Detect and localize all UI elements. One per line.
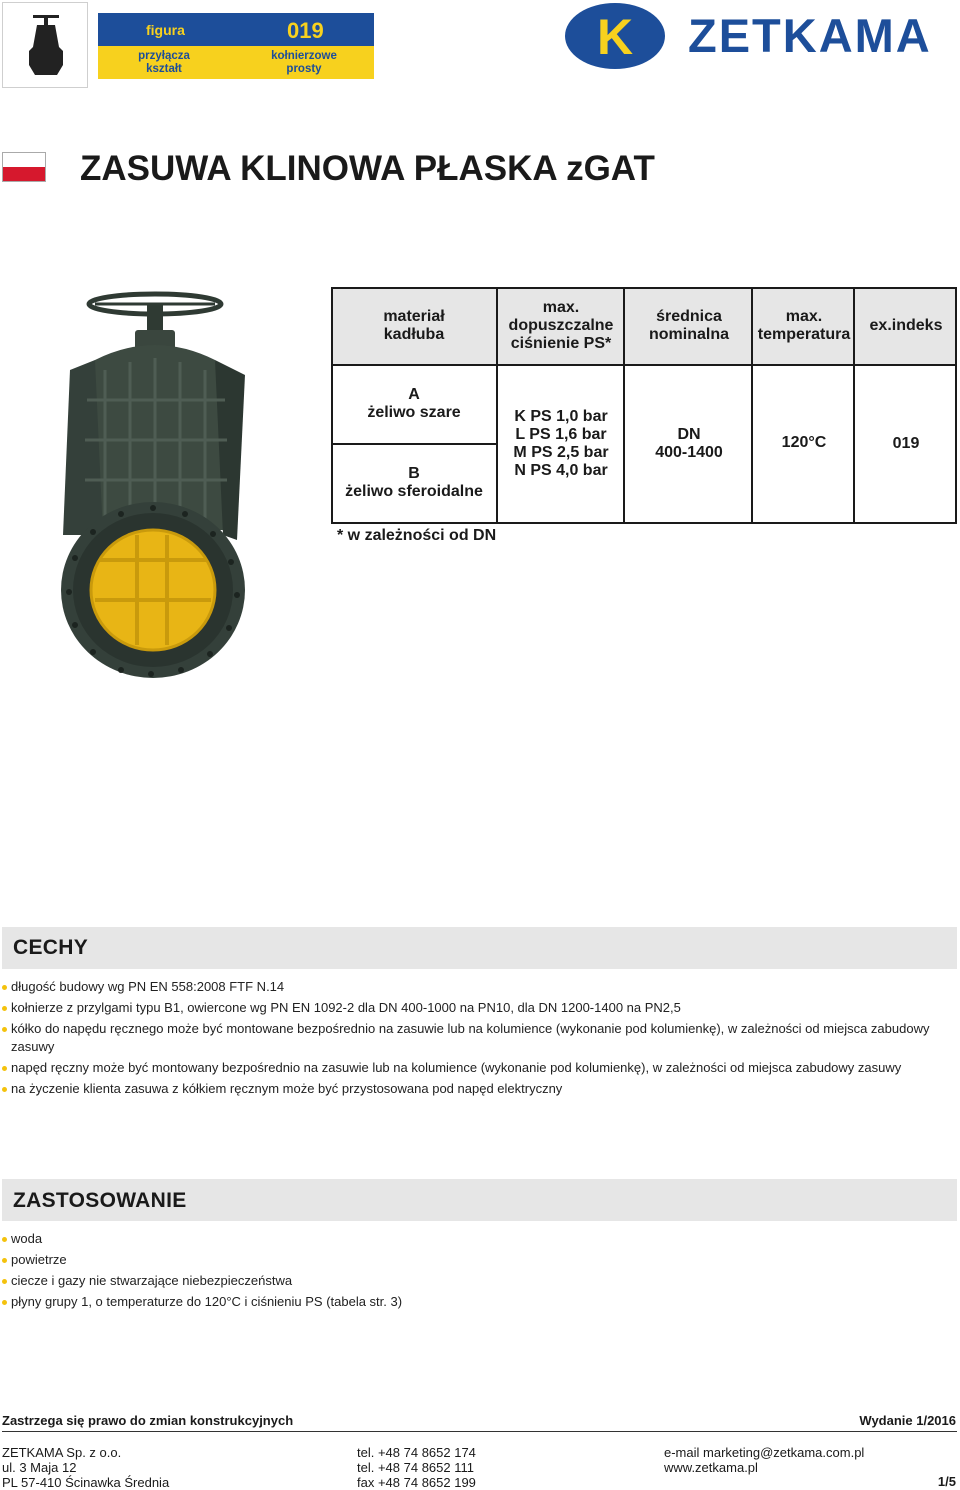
list-item: napęd ręczny może być montowany bezpośrednio na zasuwie lub na kolumience (wykonanie pod kolumienkę), w zależności od miejsca zabudowy zasuwy [2, 1059, 957, 1077]
company-street: ul. 3 Maja 12 [2, 1460, 77, 1475]
edition: Wydanie 1/2016 [859, 1413, 956, 1428]
figure-info-box [98, 13, 374, 79]
table-border [751, 287, 753, 524]
logo-letter: K [596, 9, 634, 65]
header-diameter: średnica nominalna [625, 287, 753, 365]
spec-table [331, 287, 957, 525]
header-index: ex.indeks [855, 287, 957, 365]
table-border [331, 522, 957, 524]
features-header [2, 927, 957, 969]
phone-2: tel. +48 74 8652 111 [357, 1460, 474, 1475]
connections-label: przyłącza [138, 50, 190, 62]
figure-label: figura [146, 22, 185, 38]
material-a: A żeliwo szare [367, 386, 461, 421]
table-border [331, 287, 333, 524]
header-material: materiał kadłuba [331, 287, 497, 365]
table-border [623, 287, 625, 524]
page-number: 1/5 [937, 1474, 956, 1489]
logo-oval-icon [565, 2, 675, 70]
list-item: ciecze i gazy nie stwarzające niebezpieczeństwa [2, 1272, 957, 1290]
valve-thumbnail [2, 2, 88, 88]
brand-name: ZETKAMA [688, 9, 932, 62]
features-list [2, 978, 957, 1101]
features-title: CECHY [13, 936, 89, 959]
applications-header [2, 1179, 957, 1221]
table-border [331, 287, 957, 289]
table-border [331, 443, 497, 445]
gate-valve-icon [55, 290, 250, 680]
page-title: ZASUWA KLINOWA PŁASKA zGAT [80, 149, 655, 188]
connections-value: kołnierzowe [271, 50, 337, 62]
diameter-value: DN 400-1400 [655, 426, 723, 461]
figure-info-top [98, 13, 374, 46]
footer-divider [2, 1431, 957, 1432]
header-pressure: max. dopuszczalne ciśnienie PS* [497, 287, 625, 365]
disclaimer: Zastrzega się prawo do zmian konstrukcyjnych [2, 1413, 294, 1428]
list-item: płyny grupy 1, o temperaturze do 120°C i ciśnieniu PS (tabela str. 3) [2, 1293, 957, 1311]
company-city: PL 57-410 Ścinawka Średnia [2, 1475, 170, 1490]
list-item: kołnierze z przylgami typu B1, owiercone wg PN EN 1092-2 dla DN 400-1000 na PN10, dla DN 1200-1400 na PN2,5 [2, 999, 957, 1017]
polish-flag-icon [2, 152, 46, 182]
valve-product-image [55, 290, 250, 680]
index-value: 019 [892, 435, 920, 452]
applications-title: ZASTOSOWANIE [13, 1189, 187, 1212]
table-border [853, 287, 855, 524]
list-item: długość budowy wg PN EN 558:2008 FTF N.14 [2, 978, 957, 996]
list-item: woda [2, 1230, 957, 1248]
figure-number: 019 [287, 18, 324, 43]
table-border [955, 287, 957, 524]
email-link[interactable]: e-mail marketing@zetkama.com.pl [664, 1445, 865, 1460]
temperature-value: 120°C [781, 434, 827, 451]
list-item: powietrze [2, 1251, 957, 1269]
shape-value: prosty [286, 63, 322, 75]
shape-label: kształt [146, 63, 182, 75]
applications-list [2, 1230, 957, 1314]
pressure-values: K PS 1,0 bar L PS 1,6 bar M PS 2,5 bar N PS 4,0 bar [513, 408, 609, 479]
phone-1: tel. +48 74 8652 174 [357, 1445, 476, 1460]
table-footnote: * w zależności od DN [337, 527, 497, 544]
table-border [496, 287, 498, 524]
list-item: na życzenie klienta zasuwa z kółkiem ręcznym może być przystosowana pod napęd elektryczny [2, 1080, 957, 1098]
company-name: ZETKAMA Sp. z o.o. [2, 1445, 122, 1460]
material-b: B żeliwo sferoidalne [345, 465, 483, 500]
valve-silhouette-icon [3, 3, 89, 89]
header-temperature: max. temperatura [753, 287, 855, 365]
fax: fax +48 74 8652 199 [357, 1475, 476, 1490]
list-item: kółko do napędu ręcznego może być montowane bezpośrednio na zasuwie lub na kolumience (wykonanie pod kolumienkę), w zależności od miejsca zabudowy zasuwy [2, 1020, 957, 1055]
website-link[interactable]: www.zetkama.pl [664, 1460, 758, 1475]
table-border [331, 364, 957, 366]
